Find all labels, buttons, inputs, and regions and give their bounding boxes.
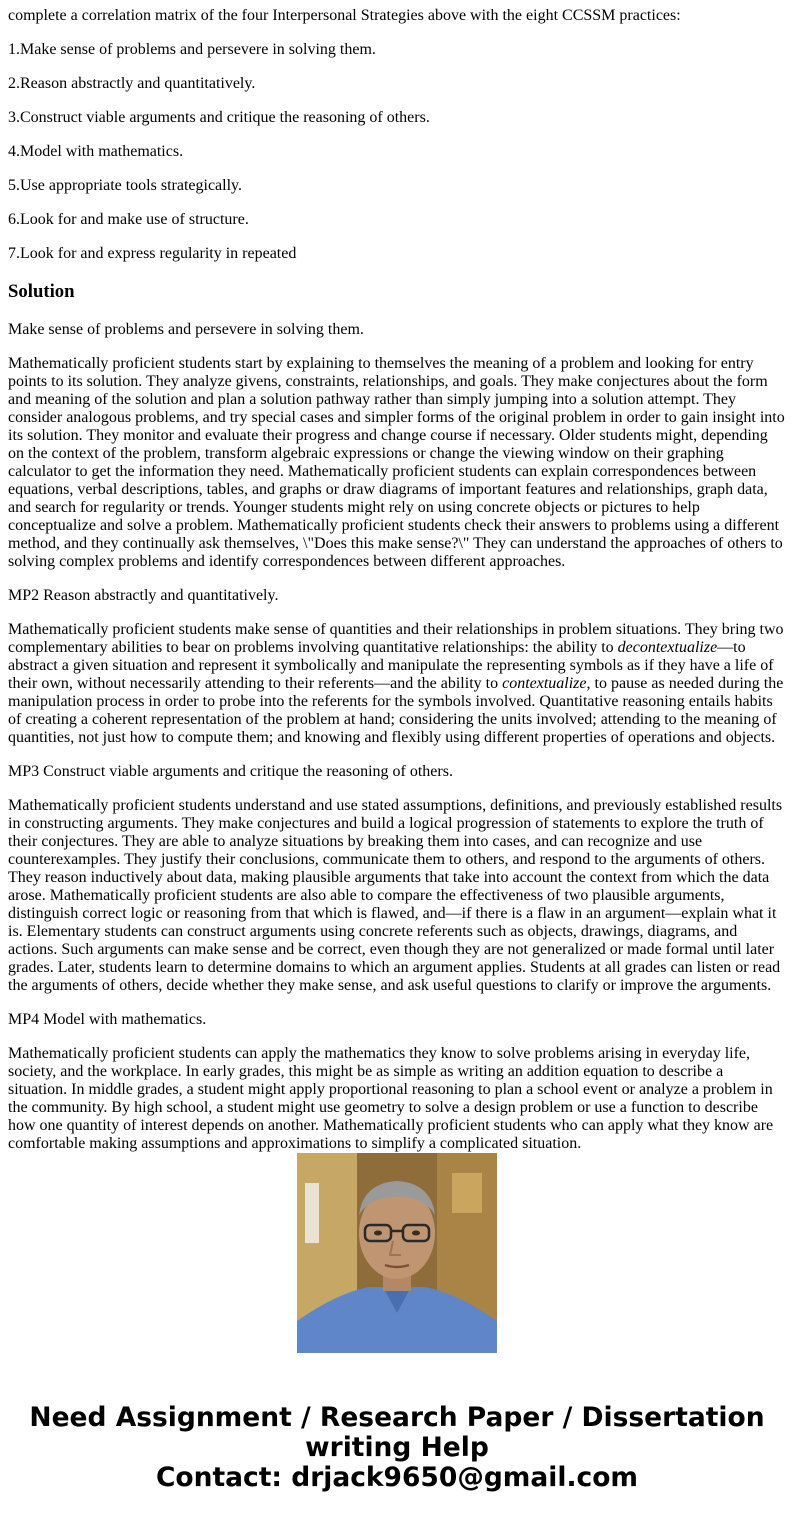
promo-line-2: writing Help	[305, 1432, 489, 1463]
practice-item: 2.Reason abstractly and quantitatively.	[8, 75, 256, 92]
author-photo	[297, 1153, 497, 1353]
mp2-text-c: , to pause as needed during the manipulation process in order to probe into the referents for the symbols involved. Quantitative reasoning entails habits of creating a coherent representation of the problem at hand; considering the units involved; attending to the meaning of quantities, not just how to compute them; and knowing and flexibly using different properties of operations and objects.	[8, 675, 784, 746]
promo-line-1: Need Assignment / Research Paper / Dissertation	[29, 1402, 765, 1433]
practice-item: 4.Model with mathematics.	[8, 143, 184, 160]
mp4-body: Mathematically proficient students can apply the mathematics they know to solve problems arising in everyday life, society, and the workplace. In early grades, this might be as simple as writing an addition equation to describe a situation. In middle grades, a student might apply proportional reasoning to plan a school event or analyze a problem in the community. By high school, a student might use geometry to solve a design problem or use a function to describe how one quantity of interest depends on another. Mathematically proficient students who can apply what they know are comfortable making assumptions and approximations to simplify a complicated situation.	[8, 1045, 774, 1152]
mp2-text-b: —to abstract a given situation and represent it symbolically and manipulate the representing symbols as if they have a life of their own, without necessarily attending to their referents—and the ability to	[8, 639, 774, 692]
mp2-text-a: Mathematically proficient students make sense of quantities and their relationships in problem situations. They bring two complementary abilities to bear on problems involving quantitative relationships: the ability to	[8, 621, 784, 656]
mp1-title: Make sense of problems and persevere in solving them.	[8, 321, 364, 338]
practice-item: 3.Construct viable arguments and critique the reasoning of others.	[8, 109, 430, 126]
mp1-body: Mathematically proficient students start by explaining to themselves the meaning of a problem and looking for entry points to its solution. They analyze givens, constraints, relationships, and goals. They make conjectures about the form and meaning of the solution and plan a solution pathway rather than simply jumping into a solution attempt. They consider analogous problems, and try special cases and simpler forms of the original problem in order to gain insight into its solution. They monitor and evaluate their progress and change course if necessary. Older students might, depending on the context of the problem, transform algebraic expressions or change the viewing window on their graphing calculator to get the information they need. Mathematically proficient students can explain correspondences between equations, verbal descriptions, tables, and graphs or draw diagrams of important features and relationships, graph data, and search for regularity or trends. Younger students might rely on using concrete objects or pictures to help conceptualize and solve a problem. Mathematically proficient students check their answers to problems using a different method, and they continually ask themselves, \"Does this make sense?\" They can understand the approaches of others to solving complex problems and identify correspondences between different approaches.	[8, 355, 785, 570]
question-intro: complete a correlation matrix of the four Interpersonal Strategies above with the eight CCSSM practices:	[8, 7, 681, 24]
promo-contact: Contact: drjack9650@gmail.com	[155, 1462, 639, 1493]
mp4-title: MP4 Model with mathematics.	[8, 1011, 207, 1028]
promo-banner	[0, 1403, 794, 1493]
solution-heading: Solution	[8, 281, 75, 302]
mp3-body: Mathematically proficient students understand and use stated assumptions, definitions, and previously established results in constructing arguments. They make conjectures and build a logical progression of statements to explore the truth of their conjectures. They are able to analyze situations by breaking them into cases, and can recognize and use counterexamples. They justify their conclusions, communicate them to others, and respond to the arguments of others. They reason inductively about data, making plausible arguments that take into account the context from which the data arose. Mathematically proficient students are also able to compare the effectiveness of two plausible arguments, distinguish correct logic or reasoning from that which is flawed, and—if there is a flaw in an argument—explain what it is. Elementary students can construct arguments using concrete referents such as objects, drawings, diagrams, and actions. Such arguments can make sense and be correct, even though they are not generalized or made formal until later grades. Later, students learn to determine domains to which an argument applies. Students at all grades can listen or read the arguments of others, decide whether they make sense, and ask useful questions to clarify or improve the arguments.	[8, 797, 783, 994]
article-content	[8, 0, 786, 1152]
practice-item: 1.Make sense of problems and persevere in solving them.	[8, 41, 376, 58]
mp2-body	[8, 621, 786, 747]
practice-item: 5.Use appropriate tools strategically.	[8, 177, 242, 194]
mp2-term-decontextualize: decontextualize	[617, 639, 718, 656]
practice-item: 6.Look for and make use of structure.	[8, 211, 249, 228]
practice-item: 7.Look for and express regularity in repeated	[8, 245, 297, 262]
mp3-title: MP3 Construct viable arguments and critique the reasoning of others.	[8, 763, 453, 780]
mp2-title: MP2 Reason abstractly and quantitatively.	[8, 587, 279, 604]
mp2-term-contextualize: contextualize	[502, 675, 587, 692]
author-avatar	[297, 1153, 497, 1353]
